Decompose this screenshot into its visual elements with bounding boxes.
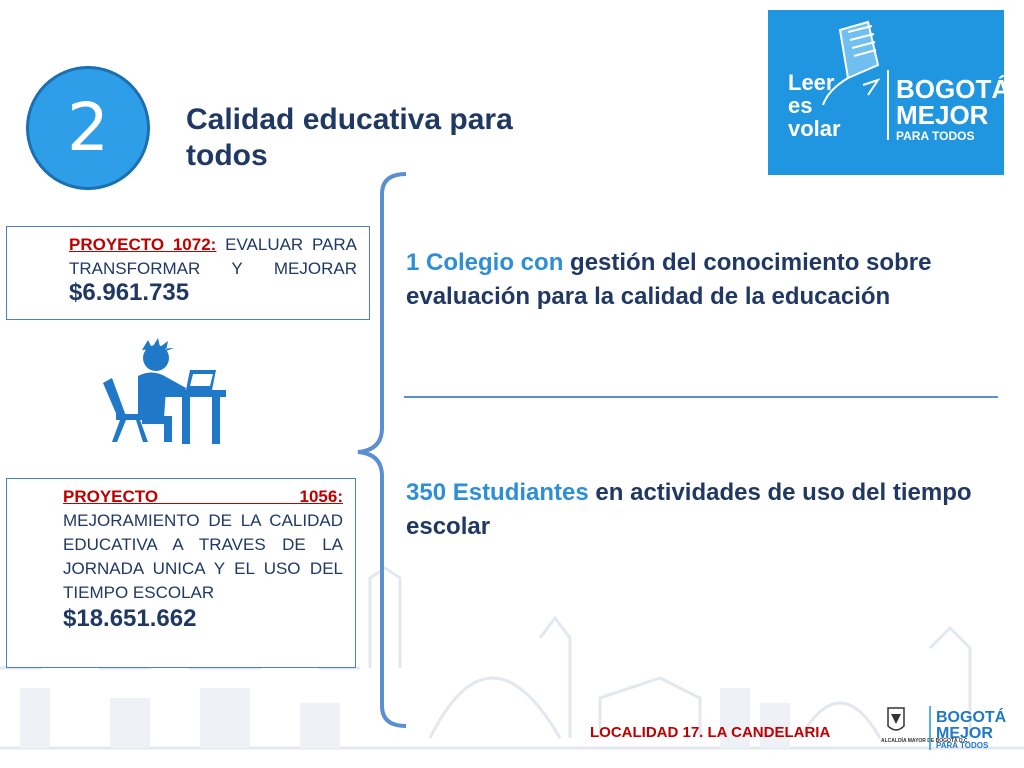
result-highlight: 350 Estudiantes — [406, 479, 589, 506]
result-highlight: 1 Colegio con — [406, 249, 564, 276]
result-1 — [406, 246, 976, 314]
project-description: MEJORAMIENTO DE LA CALIDAD EDUCATIVA A TRAVES DE LA JORNADA UNICA Y EL USO DEL TIEMPO ESCOLAR — [63, 511, 343, 602]
bogota-shield-icon — [888, 708, 904, 730]
logo-line-1: Leer — [788, 70, 835, 95]
footer-brand-3: PARA TODOS — [936, 741, 989, 750]
result-text: gestión del conocimiento sobre evaluación para la calidad de la educación — [406, 249, 932, 310]
result-2 — [406, 476, 996, 544]
footer-alcaldia: ALCALDÍA MAYOR DE BOGOTÁ D.C. — [881, 738, 969, 744]
project-1072-box — [6, 226, 370, 320]
project-amount: $6.961.735 — [69, 279, 190, 306]
student-at-computer-icon — [98, 338, 228, 446]
slide-title: Calidad educativa para todos — [186, 103, 513, 172]
project-amount: $18.651.662 — [63, 605, 197, 632]
logo-line-3: volar — [788, 116, 841, 141]
logo-brand-2: MEJOR — [896, 100, 989, 130]
slide-number: 2 — [67, 89, 109, 166]
footer-location: LOCALIDAD 17. LA CANDELARIA — [590, 724, 831, 741]
project-label: PROYECTO 1072: — [69, 235, 217, 254]
project-description: EVALUAR PARA TRANSFORMAR Y MEJORAR — [69, 235, 358, 278]
curly-bracket — [350, 170, 410, 730]
project-label: PROYECTO 1056: — [63, 487, 343, 506]
logo-brand-3: PARA TODOS — [896, 129, 975, 143]
footer-brand-2: MEJOR — [936, 725, 993, 742]
logo-graphic — [768, 10, 1004, 175]
result-text: en actividades de uso del tiempo escolar — [406, 479, 972, 540]
logo-line-2: es — [788, 93, 813, 118]
footer-logos — [878, 700, 1018, 760]
footer-brand-1: BOGOTÁ — [936, 709, 1007, 726]
logo-brand-1: BOGOTÁ — [896, 74, 1004, 104]
divider-line — [404, 396, 998, 398]
project-1056-box — [6, 478, 356, 668]
leer-es-volar-logo — [768, 10, 1004, 175]
slide-number-badge — [26, 66, 150, 190]
